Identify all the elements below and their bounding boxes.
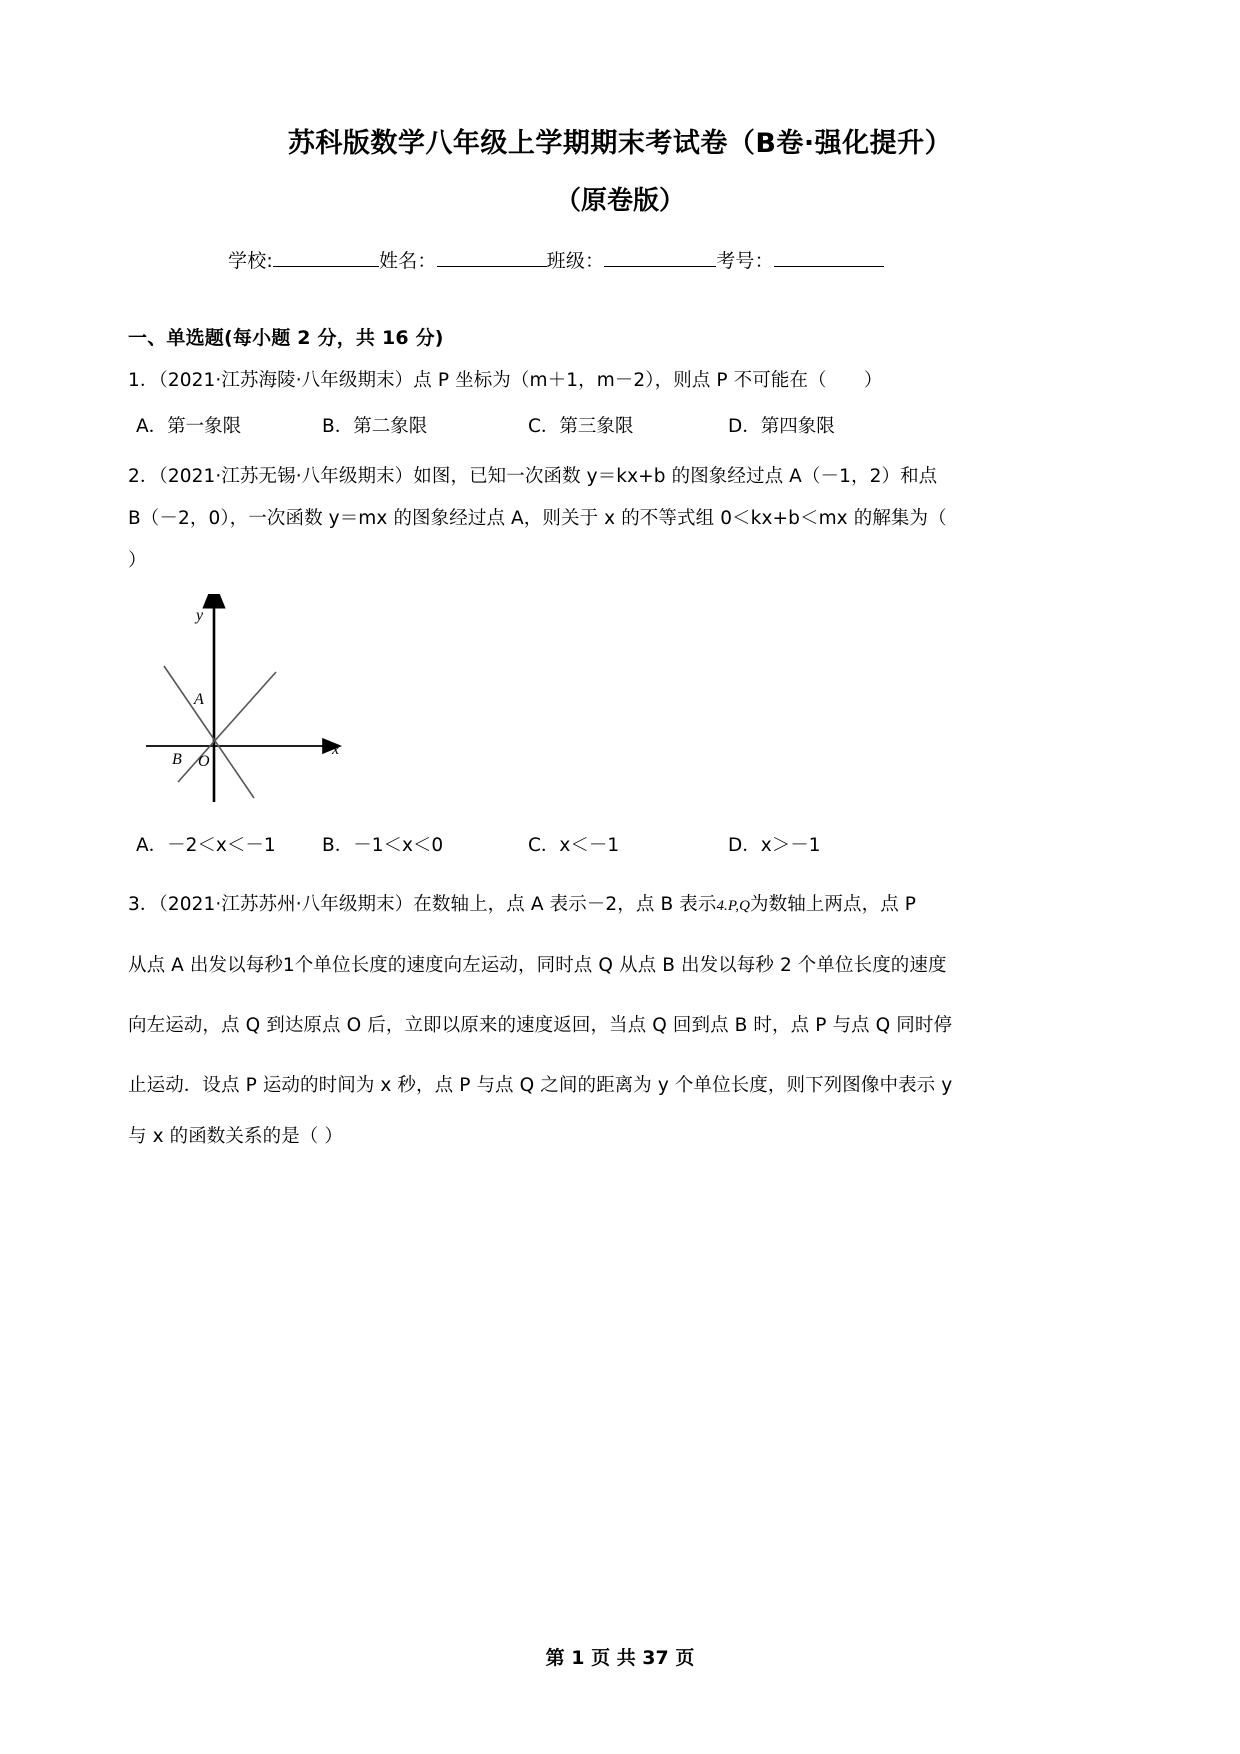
question-1-option-d[interactable]: D．第四象限: [728, 415, 835, 437]
question-1-option-b[interactable]: B．第二象限: [322, 415, 428, 437]
question-2-option-c[interactable]: C．x＜－1: [528, 834, 620, 856]
question-3: [128, 877, 1112, 1156]
question-3-text-1a: 在数轴上，点 A 表示－2，点 B 表示: [413, 893, 717, 915]
question-2-source: （2021·江苏无锡·八年级期末）: [158, 465, 414, 487]
question-1: [128, 362, 1112, 444]
exam-body: [0, 323, 1240, 1156]
student-info-line: [0, 246, 1240, 273]
question-1-number: 1．: [128, 369, 159, 391]
coordinate-plane-diagram: [136, 594, 376, 810]
question-3-text-1b: 为数轴上两点，点 P: [750, 893, 917, 915]
question-1-options: [136, 410, 1112, 444]
exam-no-input-blank[interactable]: [774, 266, 884, 267]
page-footer: 第 1 页 共 37 页: [545, 1647, 695, 1669]
question-1-source: （2021·江苏海陵·八年级期末）: [158, 369, 414, 391]
name-input-blank[interactable]: [437, 266, 547, 267]
point-label-b: B: [172, 750, 182, 768]
school-label: 学校:: [228, 249, 274, 272]
section-heading-single-choice: 一、单选题(每小题 2 分，共 16 分): [128, 326, 444, 349]
question-2-option-b[interactable]: B．－1＜x＜0: [322, 834, 444, 856]
page-title: 苏科版数学八年级上学期期末考试卷（B卷·强化提升）: [287, 128, 953, 159]
name-label: 姓名：: [379, 249, 437, 272]
line-mx: [164, 666, 254, 798]
question-3-stem-line-2: 从点 A 出发以每秒1个单位长度的速度向左运动，同时点 Q 从点 B 出发以每秒 2 个单位长度的速度: [128, 954, 947, 976]
question-3-stem-line-3: 向左运动，点 Q 到达原点 O 后，立即以原来的速度返回，当点 Q 回到点 B 时，点 P 与点 Q 同时停: [128, 1014, 953, 1036]
question-2-option-d[interactable]: D．x＞－1: [728, 834, 821, 856]
question-1-text: 点 P 坐标为（m＋1，m－2），则点 P 不可能在（ ）: [413, 369, 883, 391]
question-1-stem: [128, 362, 1112, 400]
question-2-text-1: 如图，已知一次函数 y＝kx+b 的图象经过点 A（－1，2）和点: [413, 465, 938, 487]
school-input-blank[interactable]: [273, 266, 379, 267]
exam-no-label: 考号：: [716, 249, 774, 272]
question-3-inline-math: 4.P,Q: [716, 897, 750, 914]
question-2-stem-line-2: B（－2，0），一次函数 y＝mx 的图象经过点 A，则关于 x 的不等式组 0＜kx+b＜mx 的解集为（: [128, 507, 947, 529]
question-2-stem-line-3: ）: [128, 549, 147, 571]
question-2: [128, 458, 1112, 863]
point-label-a: A: [194, 690, 204, 708]
page-subtitle: （原卷版）: [554, 186, 685, 217]
question-2-figure: [136, 594, 1112, 815]
question-3-number: 3．: [128, 893, 159, 915]
axis-label-y: y: [196, 606, 204, 624]
question-3-stem-line-5: 与 x 的函数关系的是（ ）: [128, 1125, 343, 1147]
line-kx-b: [178, 672, 276, 782]
point-label-o: O: [198, 752, 210, 770]
question-2-options: [136, 829, 1112, 863]
question-3-source: （2021·江苏苏州·八年级期末）: [158, 893, 414, 915]
question-2-stem-line-1: [128, 458, 1112, 496]
class-label: 班级：: [546, 249, 605, 272]
question-2-option-a[interactable]: A．－2＜x＜－1: [136, 834, 276, 856]
axis-label-x: x: [332, 740, 340, 758]
question-1-option-c[interactable]: C．第三象限: [528, 415, 634, 437]
question-2-number: 2．: [128, 465, 159, 487]
question-3-stem-line-1: [128, 877, 1112, 934]
question-3-stem-line-4: 止运动．设点 P 运动的时间为 x 秒，点 P 与点 Q 之间的距离为 y 个单位长度，则下列图像中表示 y: [128, 1074, 953, 1096]
class-input-blank[interactable]: [604, 266, 716, 267]
question-1-option-a[interactable]: A．第一象限: [136, 415, 242, 437]
